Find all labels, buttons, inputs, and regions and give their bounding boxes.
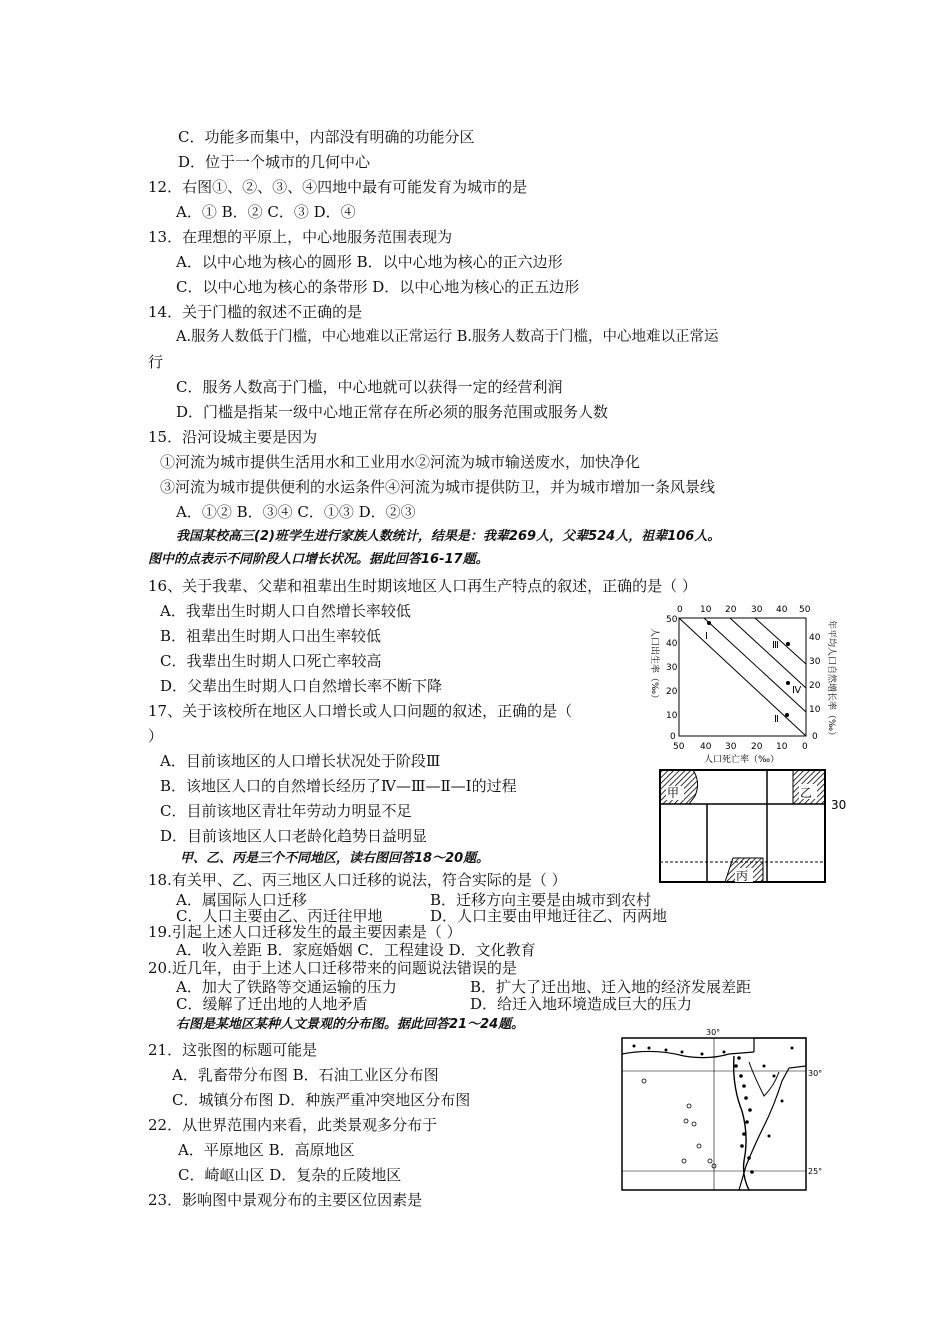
question-21: 21．这张图的标题可能是 [148, 1041, 318, 1059]
bottom-tick: 40 [700, 742, 712, 752]
q15-statement-1: ①河流为城市提供生活用水和工业用水②河流为城市输送废水，加快净化 [160, 453, 641, 471]
q11-option-d: D．位于一个城市的几何中心 [178, 153, 371, 171]
question-16: 16、关于我辈、父辈和祖辈出生时期该地区人口再生产特点的叙述，正确的是（ ） [148, 577, 697, 595]
stage-point [786, 642, 790, 646]
stage-label: Ⅳ [792, 685, 802, 696]
q17-option-d: D．目前该地区人口老龄化趋势日益明显 [160, 827, 428, 845]
right-tick: 40 [809, 633, 821, 643]
q17-option-c: C．目前该地区青壮年劳动力明显不足 [160, 802, 412, 820]
top-tick: 10 [700, 605, 712, 615]
right-tick: 10 [809, 705, 821, 715]
top-tick: 30 [751, 605, 763, 615]
stage-label: Ⅲ [772, 640, 779, 651]
y-axis-right-label: 年平均人口自然增长率（‰） [826, 620, 836, 741]
left-tick: 10 [666, 711, 678, 721]
question-18: 18.有关甲、乙、丙三地区人口迁移的说法，符合实际的是（ ） [148, 871, 567, 889]
latitude-label: 30 [831, 798, 847, 812]
q22-options-ab: A．平原地区 B．高原地区 [178, 1141, 355, 1159]
question-23: 23．影响图中景观分布的主要区位因素是 [148, 1191, 423, 1209]
y-axis-left-label: 人口出生率（‰） [649, 628, 659, 704]
q18-option-a: A．属国际人口迁移 [176, 891, 307, 909]
q20-option-d: D．给迁入地环境造成巨大的压力 [470, 995, 693, 1013]
q16-option-b: B．祖辈出生时期人口出生率较低 [160, 627, 382, 645]
question-15: 15．沿河设城主要是因为 [148, 428, 318, 446]
q14-wrap: 行 [148, 353, 164, 371]
latitude-label-30: 30° [808, 1069, 823, 1078]
bottom-tick: 20 [751, 742, 763, 752]
q16-option-d: D．父辈出生时期人口自然增长率不断下降 [160, 677, 443, 695]
region-yi: 乙 [800, 786, 813, 800]
q15-options: A．①② B．③④ C．①③ D．②③ [176, 503, 416, 521]
question-19: 19.引起上述人口迁移发生的最主要因素是（ ） [148, 923, 462, 941]
bottom-tick: 50 [673, 742, 685, 752]
q16-option-a: A．我辈出生时期人口自然增长率较低 [160, 602, 411, 620]
question-22: 22．从世界范围内来看，此类景观多分布于 [148, 1116, 438, 1134]
stage-label: Ⅱ [774, 714, 779, 725]
q16-option-c: C．我辈出生时期人口死亡率较高 [160, 652, 382, 670]
top-tick: 0 [677, 605, 683, 615]
left-tick: 50 [666, 615, 678, 625]
egypt-distribution-map [614, 1026, 836, 1198]
q14-option-d: D．门槛是指某一级中心地正常存在所必须的服务范围或服务人数 [176, 403, 609, 421]
top-tick: 40 [776, 605, 788, 615]
right-tick: 20 [809, 681, 821, 691]
right-tick: 0 [812, 732, 818, 742]
question-13: 13．在理想的平原上，中心地服务范围表现为 [148, 228, 453, 246]
bottom-tick: 0 [802, 742, 808, 752]
region-jia: 甲 [667, 786, 680, 800]
q13-options-cd: C．以中心地为核心的条带形 D．以中心地为核心的正五边形 [176, 278, 580, 296]
q21-options-ab: A．乳畜带分布图 B．石油工业区分布图 [172, 1066, 439, 1084]
stage-point [786, 681, 790, 685]
q17-wrap: ） [148, 727, 164, 745]
q17-option-b: B．该地区人口的自然增长经历了Ⅳ—Ⅲ—Ⅱ—Ⅰ的过程 [160, 777, 517, 795]
population-growth-chart [646, 598, 846, 768]
stage-point [707, 621, 711, 625]
q14-options-ab: A.服务人数低于门槛，中心地难以正常运行 B.服务人数高于门槛，中心地难以正常运 [176, 329, 719, 345]
left-tick: 40 [666, 639, 678, 649]
question-20: 20.近几年，由于上述人口迁移带来的问题说法错误的是 [148, 959, 517, 977]
stage-point [785, 713, 789, 717]
intro-18-20: 甲、乙、丙是三个不同地区，读右图回答18～20题。 [180, 851, 490, 866]
q20-option-a: A．加大了铁路等交通运输的压力 [176, 978, 397, 996]
q13-options-ab: A．以中心地为核心的圆形 B．以中心地为核心的正六边形 [176, 253, 563, 271]
q15-statement-2: ③河流为城市提供便利的水运条件④河流为城市提供防卫，并为城市增加一条风景线 [160, 478, 716, 496]
q22-options-cd: C．崎岖山区 D．复杂的丘陵地区 [178, 1166, 402, 1184]
intro-21-24: 右图是某地区某种人文景观的分布图。据此回答21～24题。 [176, 1017, 525, 1032]
q14-option-c: C．服务人数高于门槛，中心地就可以获得一定的经营利润 [176, 378, 563, 396]
q20-option-c: C．缓解了迁出地的人地矛盾 [176, 995, 368, 1013]
right-tick: 30 [809, 657, 821, 667]
x-axis-label: 人口死亡率（‰） [704, 755, 780, 765]
q18-option-c: C．人口主要由乙、丙迁往甲地 [176, 907, 383, 925]
left-tick: 30 [666, 663, 678, 673]
left-tick: 20 [666, 687, 678, 697]
question-14: 14．关于门槛的叙述不正确的是 [148, 303, 363, 321]
q12-options: A．① B．② C．③ D．④ [176, 203, 356, 221]
intro-16-17-line1: 我国某校高三(2)班学生进行家族人数统计，结果是：我辈269人，父辈524人，祖辈106人。 [176, 529, 721, 544]
q19-options: A．收入差距 B．家庭婚姻 C．工程建设 D．文化教育 [176, 941, 536, 959]
top-tick: 50 [799, 605, 811, 615]
bottom-tick: 30 [725, 742, 737, 752]
intro-16-17-line2: 图中的点表示不同阶段人口增长状况。据此回答16-17题。 [148, 552, 489, 567]
q11-option-c: C．功能多而集中，内部没有明确的功能分区 [178, 128, 475, 146]
top-tick: 20 [725, 605, 737, 615]
q17-option-a: A．目前该地区的人口增长状况处于阶段Ⅲ [160, 752, 441, 770]
latitude-label-25: 25° [808, 1167, 823, 1176]
migration-region-map [655, 766, 855, 886]
stage-label: Ⅰ [705, 631, 708, 642]
q18-option-d: D．人口主要由甲地迁往乙、丙两地 [430, 907, 668, 925]
question-12: 12．右图①、②、③、④四地中最有可能发育为城市的是 [148, 178, 528, 196]
question-17: 17、关于该校所在地区人口增长或人口问题的叙述，正确的是（ [148, 702, 573, 720]
q20-option-b: B．扩大了迁出地、迁入地的经济发展差距 [470, 978, 752, 996]
region-bing: 丙 [736, 869, 749, 883]
q18-option-b: B．迁移方向主要是由城市到农村 [430, 891, 652, 909]
left-tick: 0 [670, 732, 676, 742]
q21-options-cd: C．城镇分布图 D．种族严重冲突地区分布图 [172, 1091, 471, 1109]
bottom-tick: 10 [776, 742, 788, 752]
longitude-label: 30° [706, 1028, 721, 1037]
